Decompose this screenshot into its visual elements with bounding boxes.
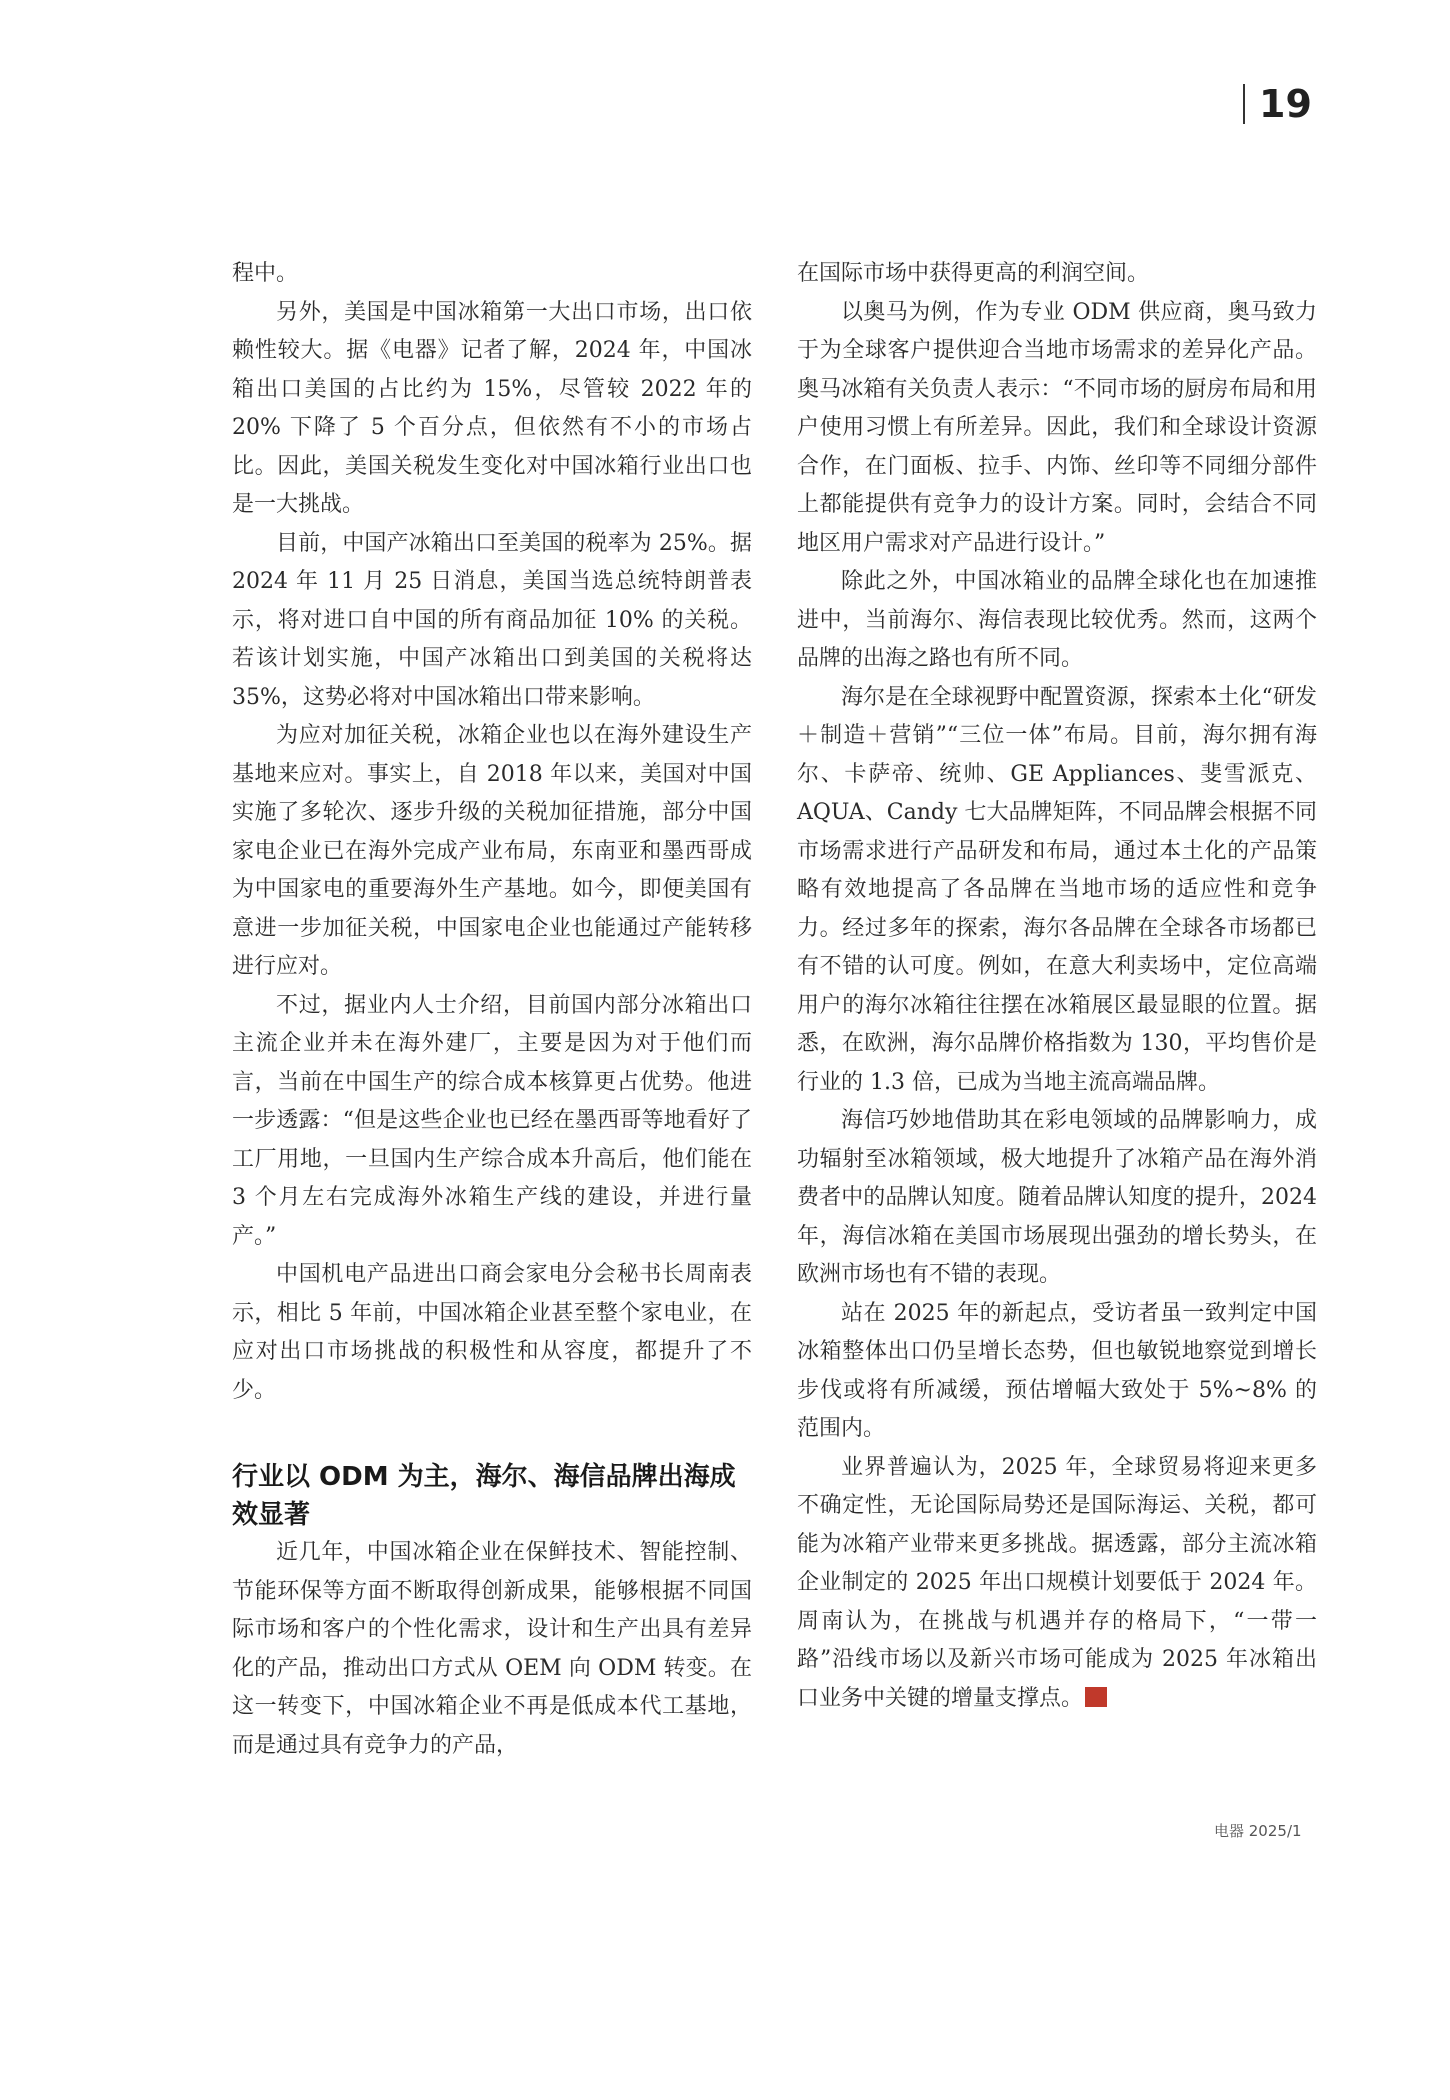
- section-heading: 行业以 ODM 为主，海尔、海信品牌出海成效显著: [232, 1462, 736, 1530]
- paragraph: 以奥马为例，作为专业 ODM 供应商，奥马致力于为全球客户提供迎合当地市场需求的差异化产品。奥马冰箱有关负责人表示：“不同市场的厨房布局和用户使用习惯上有所差异。因此，我们和全球设计资源合作，在门面板、拉手、内饰、丝印等不同细分部件上都能提供有竞争力的设计方案。同时，会结合不同地区用户需求对产品进行设计。”: [797, 299, 1317, 556]
- page-number: 19: [1243, 84, 1312, 124]
- paragraph: 海尔是在全球视野中配置资源，探索本土化“研发＋制造＋营销”“三位一体”布局。目前，海尔拥有海尔、卡萨帝、统帅、GE Appliances、斐雪派克、AQUA、Candy 七大品牌矩阵，不同品牌会根据不同市场需求进行产品研发和布局，通过本土化的产品策略有效地提高了各品牌在当地市场的适应性和竞争力。经过多年的探索，海尔各品牌在全球各市场都已有不错的认可度。例如，在意大利卖场中，定位高端用户的海尔冰箱往往摆在冰箱展区最显眼的位置。据悉，在欧洲，海尔品牌价格指数为 130，平均售价是行业的 1.3 倍，已成为当地主流高端品牌。: [797, 684, 1317, 1095]
- paragraph: 站在 2025 年的新起点，受访者虽一致判定中国冰箱整体出口仍呈增长态势，但也敏锐地察觉到增长步伐或将有所减缓，预估增幅大致处于 5%~8% 的范围内。: [797, 1300, 1317, 1441]
- paragraph: 程中。: [232, 261, 299, 286]
- paragraph: 目前，中国产冰箱出口至美国的税率为 25%。据 2024 年 11 月 25 日消息，美国当选总统特朗普表示，将对进口自中国的所有商品加征 10% 的关税。若该计划实施，中国产冰箱出口到美国的关税将达 35%，这势必将对中国冰箱出口带来影响。: [232, 530, 752, 710]
- paragraph: 在国际市场中获得更高的利润空间。: [797, 261, 1150, 286]
- paragraph: 为应对加征关税，冰箱企业也以在海外建设生产基地来应对。事实上，自 2018 年以来，美国对中国实施了多轮次、逐步升级的关税加征措施，部分中国家电企业已在海外完成产业布局，东南亚和墨西哥成为中国家电的重要海外生产基地。如今，即便美国有意进一步加征关税，中国家电企业也能通过产能转移进行应对。: [232, 723, 752, 979]
- paragraph: 海信巧妙地借助其在彩电领域的品牌影响力，成功辐射至冰箱领域，极大地提升了冰箱产品在海外消费者中的品牌认知度。随着品牌认知度的提升，2024 年，海信冰箱在美国市场展现出强劲的增长势头，在欧洲市场也有不错的表现。: [797, 1108, 1317, 1287]
- paragraph-final-text: 业界普遍认为，2025 年，全球贸易将迎来更多不确定性，无论国际局势还是国际海运、关税，都可能为冰箱产业带来更多挑战。据透露，部分主流冰箱企业制定的 2025 年出口规模计划要低于 2024 年。周南认为，在挑战与机遇并存的格局下，“一带一路”沿线市场以及新兴市场可能成为 2025 年冰箱出口业务中关键的增量支撑点。: [797, 1454, 1317, 1711]
- paragraph: 另外，美国是中国冰箱第一大出口市场，出口依赖性较大。据《电器》记者了解，2024 年，中国冰箱出口美国的占比约为 15%，尽管较 2022 年的 20% 下降了 5 个百分点，但依然有不小的市场占比。因此，美国关税发生变化对中国冰箱行业出口也是一大挑战。: [232, 299, 752, 517]
- right-column: [797, 255, 1317, 1718]
- paragraph: 除此之外，中国冰箱业的品牌全球化也在加速推进中，当前海尔、海信表现比较优秀。然而，这两个品牌的出海之路也有所不同。: [797, 569, 1317, 671]
- left-column: [232, 255, 752, 1765]
- paragraph: 近几年，中国冰箱企业在保鲜技术、智能控制、节能环保等方面不断取得创新成果，能够根据不同国际市场和客户的个性化需求，设计和生产出具有差异化的产品，推动出口方式从 OEM 向 ODM 转变。在这一转变下，中国冰箱企业不再是低成本代工基地，而是通过具有竞争力的产品，: [232, 1540, 752, 1758]
- paragraph: 不过，据业内人士介绍，目前国内部分冰箱出口主流企业并未在海外建厂，主要是因为对于他们而言，当前在中国生产的综合成本核算更占优势。他进一步透露：“但是这些企业也已经在墨西哥等地看好了工厂用地，一旦国内生产综合成本升高后，他们能在 3 个月左右完成海外冰箱生产线的建设，并进行量产。”: [232, 992, 752, 1249]
- footer-issue: 电器 2025/1: [1214, 1822, 1302, 1840]
- paragraph: 中国机电产品进出口商会家电分会秘书长周南表示，相比 5 年前，中国冰箱企业甚至整个家电业，在应对出口市场挑战的积极性和从容度，都提升了不少。: [232, 1262, 752, 1403]
- paragraph-final: [797, 1449, 1317, 1719]
- end-mark-icon: [1085, 1687, 1107, 1707]
